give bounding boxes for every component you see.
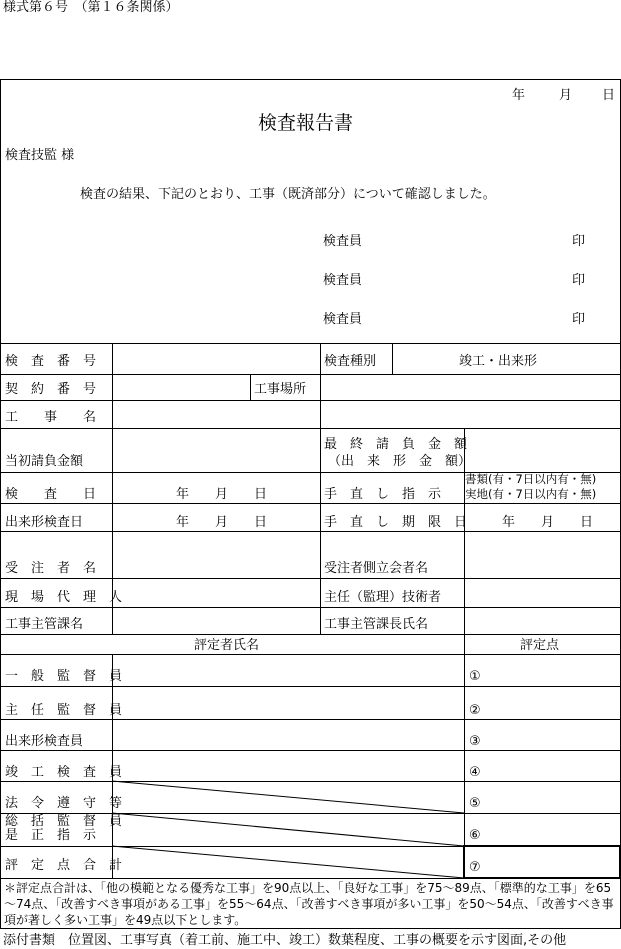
seal-mark-1: 印 <box>572 234 586 249</box>
rating-mark-5: ⑤ <box>469 796 481 811</box>
rater-name-header: 評定者氏名 <box>194 638 260 653</box>
date-day: 日 <box>602 88 616 103</box>
correction-deadline-value: 年 月 日 <box>502 515 594 530</box>
site-agent-label: 現 場 代 理 人 <box>5 590 123 605</box>
date-month: 月 <box>559 88 573 103</box>
seal-mark-2: 印 <box>572 273 586 288</box>
total-score-box <box>463 845 621 879</box>
statement: 検査の結果、下記のとおり、工事（既済部分）について確認しました。 <box>80 187 496 202</box>
correction-option-site: 実地(有・7日以内有・無) <box>465 487 597 501</box>
correction-option-docs: 書類(有・7日以内有・無) <box>465 472 597 486</box>
inspector-label-1: 検査員 <box>323 234 363 249</box>
progress-inspection-value: 年 月 日 <box>176 515 268 530</box>
work-name-label: 工 事 名 <box>5 410 97 425</box>
inspection-date-label: 検 査 日 <box>5 487 97 502</box>
rating-row-label-2: 主 任 監 督 員 <box>5 703 123 718</box>
inspection-no-label: 検 査 番 号 <box>5 354 97 369</box>
progress-inspection-label: 出来形検査日 <box>5 515 84 530</box>
rating-mark-7: ⑦ <box>469 860 481 875</box>
note-text: ＊評定点合計は、「他の模範となる優秀な工事」を90点以上、「良好な工事」を75～89点、「標準的な工事」を65～74点、「改善すべき事項がある工事」を55～64点、「改善すべき事項が多い工事」を50～54点、「改善すべき事項が著しく多い工事」を49点以下とします。 <box>4 881 614 927</box>
score-header: 評定点 <box>520 638 560 653</box>
initial-amount-label: 当初請負金額 <box>5 454 84 469</box>
rating-row-label-6b: 是 正 指 示 <box>5 828 97 843</box>
rating-row-label-6a: 総 括 監 督 員 <box>5 814 123 829</box>
rating-mark-1: ① <box>469 669 481 684</box>
construction-section-label: 工事主管課名 <box>5 617 84 632</box>
seal-mark-3: 印 <box>572 312 586 327</box>
inspection-type-value: 竣工・出来形 <box>459 354 538 369</box>
correction-instruction-label: 手 直 し 指 示 <box>324 487 442 502</box>
diagonal-line-6 <box>112 813 464 846</box>
rating-mark-3: ③ <box>469 734 481 749</box>
inspection-type-label: 検査種別 <box>324 354 377 369</box>
date-year: 年 <box>512 88 526 103</box>
rating-row-label-1: 一 般 監 督 員 <box>5 669 123 684</box>
rating-row-label-3: 出来形検査員 <box>5 734 84 749</box>
addressee: 検査技監 様 <box>5 148 75 163</box>
rating-row-label-5: 法 令 遵 守 等 <box>5 796 123 811</box>
final-amount-label-1: 最 終 請 負 金 額 <box>324 437 468 452</box>
rating-mark-6: ⑥ <box>469 828 481 843</box>
inspection-date-value: 年 月 日 <box>176 487 268 502</box>
correction-deadline-label: 手 直 し 期 限 日 <box>324 515 468 530</box>
contractor-label: 受 注 者 名 <box>5 561 97 576</box>
final-amount-label-2: （出 来 形 金 額） <box>328 454 472 469</box>
site-location-label: 工事場所 <box>254 382 307 397</box>
section-chief-label: 工事主管課長氏名 <box>324 617 429 632</box>
chief-engineer-label: 主任（監理）技術者 <box>324 590 442 605</box>
inspector-label-2: 検査員 <box>323 273 363 288</box>
rating-row-label-4: 竣 工 検 査 員 <box>5 765 123 780</box>
inspector-label-3: 検査員 <box>323 312 363 327</box>
diagonal-line-7 <box>112 846 464 878</box>
diagonal-line-5 <box>112 781 464 813</box>
rating-mark-2: ② <box>469 703 481 718</box>
contractor-witness-label: 受注者側立会者名 <box>324 561 429 576</box>
rating-mark-4: ④ <box>469 765 481 780</box>
rating-row-label-7: 評 定 点 合 計 <box>5 858 123 873</box>
form-number: 様式第６号 （第１６条関係） <box>3 0 179 15</box>
contract-no-label: 契 約 番 号 <box>5 382 97 397</box>
attachments: 添付書類 位置図、工事写真（着工前、施工中、竣工）数葉程度、工事の概要を示す図面,その他 <box>3 933 567 948</box>
page-title: 検査報告書 <box>258 112 354 134</box>
